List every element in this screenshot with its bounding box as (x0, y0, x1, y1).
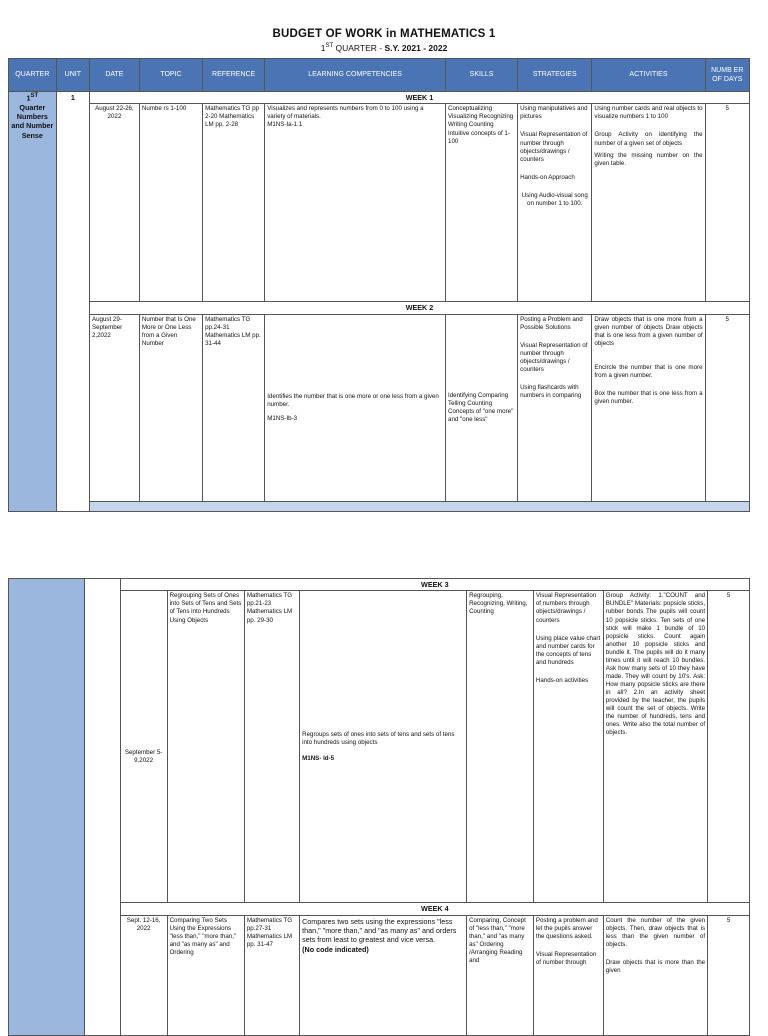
unit-cell: 1 (56, 92, 89, 512)
reference-cell: Mathematics TG pp.21-23 Mathematics LM pp. 29-30 (244, 591, 299, 903)
quarter-cell (9, 579, 85, 1036)
quarter-ordinal: 1 (26, 93, 31, 103)
budget-table-part-1 (8, 58, 750, 512)
strategy-item: Posting a Problem and Possible Solutions (520, 315, 583, 331)
topic-cell: Number that Is One More or One Less from a Given Number (139, 314, 202, 501)
strategy-item: Using manipulatives and pictures (520, 105, 588, 121)
col-number-of-days: NUMB ER OF DAYS (705, 59, 749, 92)
activity-item: Group Activity on identifying the number of a given set of objects (594, 131, 703, 147)
activity-item: Draw objects that is more than the given (605, 958, 706, 975)
week-row (9, 302, 750, 314)
skills-cell: Conceptualizing Visualizing Recognizing Writing Counting Intuitive concepts of 1-100 (446, 104, 518, 302)
activity-item: Count the number of the given objects. Then, draw objects that is less than the given number of objects. (605, 916, 706, 948)
skills-cell: Identifying Comparing Telling Counting Concepts of "one more" and "one less" (446, 314, 518, 501)
days-cell: 5 (705, 314, 749, 501)
col-learning-competencies: LEARNING COMPETENCIES (265, 59, 446, 92)
col-strategies: STRATEGIES (518, 59, 592, 92)
competency-code: M1NS-Ia-1.1 (267, 121, 303, 129)
topic-cell: Numbe rs 1-100 (139, 104, 202, 302)
skills-cell: Regrouping, Recognizing, Writing, Counting (467, 591, 534, 903)
table-footer-strip (9, 501, 750, 511)
quarter-label: QUARTER - (333, 43, 385, 53)
week-row (9, 579, 750, 591)
activity-item: Using number cards and real objects to visualize numbers 1 to 100 (594, 105, 703, 121)
days-cell: 5 (708, 591, 750, 903)
activities-cell (592, 314, 705, 501)
week-row (9, 903, 750, 915)
strategies-cell (533, 591, 603, 903)
topic-cell: Regrouping Sets of Ones into Sets of Tens and Sets of Tens into Hundreds Using Objects (167, 591, 244, 903)
competency-code: (No code indicated) (302, 944, 369, 954)
col-unit: UNIT (56, 59, 89, 92)
quarter-cell (9, 92, 57, 512)
school-year: S.Y. 2021 - 2022 (384, 43, 448, 53)
date-cell: September 5-9,2022 (120, 591, 167, 903)
date-cell: August 22-26, 2022 (89, 104, 139, 302)
strategy-item: Using Audio-visual song on number 1 to 100. (521, 191, 588, 207)
document-subtitle (0, 43, 768, 53)
activity-item: Writing the missing number on the given table. (594, 151, 703, 167)
strategy-item: Hands-on activities (535, 676, 589, 684)
col-date: DATE (89, 59, 139, 92)
header-row (9, 59, 750, 92)
competency-text: Identifies the number that is one more or one less from a given number. (267, 392, 439, 408)
table-row (9, 104, 750, 302)
strategy-item: Posting a problem and let the pupils answer the questions asked. (535, 916, 598, 940)
competency-cell (300, 591, 467, 903)
reference-cell: Mathematics TG pp.24-31 Mathematics LM pp. 31-44 (203, 314, 265, 501)
table-row (9, 591, 750, 903)
quarter-ordinal-suffix: ST (30, 93, 39, 99)
activity-item: Draw objects that is one more from a given number of objects Draw objects that is one less from a given number of objects (594, 315, 703, 347)
competency-text: Compares two sets using the expressions "less than," "more than," and "as many as" and orders sets from least to greatest and vice versa. (302, 916, 457, 945)
days-cell: 5 (708, 915, 750, 1035)
competency-text: Regroups sets of ones into sets of tens and sets of tens into hundreds using objects (302, 730, 455, 746)
competency-cell (265, 314, 446, 501)
strategy-item: Visual Representation of number through (535, 950, 597, 966)
strategy-item: Visual Representation of number through objects/drawings / counters (520, 131, 588, 163)
strategy-item: Using place value chart and number cards for the concepts of tens and hundreds (535, 634, 601, 666)
week-label: WEEK 4 (120, 903, 749, 915)
week-row (9, 92, 750, 104)
activities-cell (603, 915, 707, 1035)
date-cell: August 29-September 2,2022 (89, 314, 139, 501)
skills-cell: Comparing, Concept of "less than," "more than," and "as many as" Ordering /Arranging Reading and (467, 915, 534, 1035)
activities-cell (592, 104, 705, 302)
unit-cell (85, 579, 120, 1036)
col-reference: REFERENCE (203, 59, 265, 92)
competency-code: M1NS-Ib-3 (267, 414, 298, 422)
strategies-cell (518, 314, 592, 501)
week-label: WEEK 1 (89, 92, 749, 104)
quarter-ordinal-suffix: ST (325, 43, 334, 50)
budget-table-part-2 (8, 578, 750, 1036)
week-label: WEEK 3 (120, 579, 749, 591)
reference-cell: Mathematics TG pp.27-31 Mathematics LM pp. 31-47 (244, 915, 299, 1035)
activity-item: Encircle the number that is one more from a given number. (594, 363, 703, 380)
week-label: WEEK 2 (89, 302, 749, 314)
quarter-ordinal: 1 (320, 43, 326, 53)
days-cell: 5 (705, 104, 749, 302)
strategy-item: Hands-on Approach (520, 173, 575, 181)
competency-code: M1NS- Id-5 (302, 754, 335, 762)
activity-item: Box the number that is one less from a given number. (594, 390, 703, 406)
date-cell: Sept. 12-16, 2022 (120, 915, 167, 1035)
col-topic: TOPIC (139, 59, 202, 92)
activities-cell: Group Activity: 1."COUNT and BUNDLE" Materials: popsicle sticks, rubber bonds The pupils will count 10 popsicle sticks. Ten sets of one stick will make 1 bundle of 10 popsicle sticks. Count again another 10 popsicle sticks and bundle it. The pupils will do it many times until it will reach 10 bundles. Ask how many sets of 10 they have made. They will count by 10's. Ask: How many popsicle sticks are there in all? 2.In an activity sheet provided by the teacher, the pupils will count the set of objects. Write the number of hundreds, tens and ones. Write also the total number of objects. (603, 591, 707, 903)
quarter-name: Quarter Numbers and Number Sense (11, 102, 54, 140)
col-activities: ACTIVITIES (592, 59, 705, 92)
competency-text: Visualizes and represents numbers from 0 to 100 using a variety of materials. (267, 105, 424, 121)
strategy-item: Visual Representation of numbers through objects/drawings / counters (535, 592, 597, 624)
col-skills: SKILLS (446, 59, 518, 92)
topic-cell: Comparing Two Sets Using the Expressions "less than," "more than," and "as many as" and Ordering (167, 915, 244, 1035)
strategies-cell (533, 915, 603, 1035)
strategy-item: Visual Representation of number through objects/drawings / counters (520, 341, 588, 374)
table-row (9, 314, 750, 501)
competency-cell (265, 104, 446, 302)
table-row (9, 915, 750, 1035)
strategy-item: Using flashcards with numbers in comparing (520, 384, 582, 400)
competency-cell (300, 915, 467, 1035)
reference-cell: Mathematics TG pp 2-20 Mathematics LM pp. 2-28 (203, 104, 265, 302)
document-title: BUDGET OF WORK in MATHEMATICS 1 (272, 28, 496, 40)
col-quarter: QUARTER (9, 59, 57, 92)
strategies-cell (518, 104, 592, 302)
